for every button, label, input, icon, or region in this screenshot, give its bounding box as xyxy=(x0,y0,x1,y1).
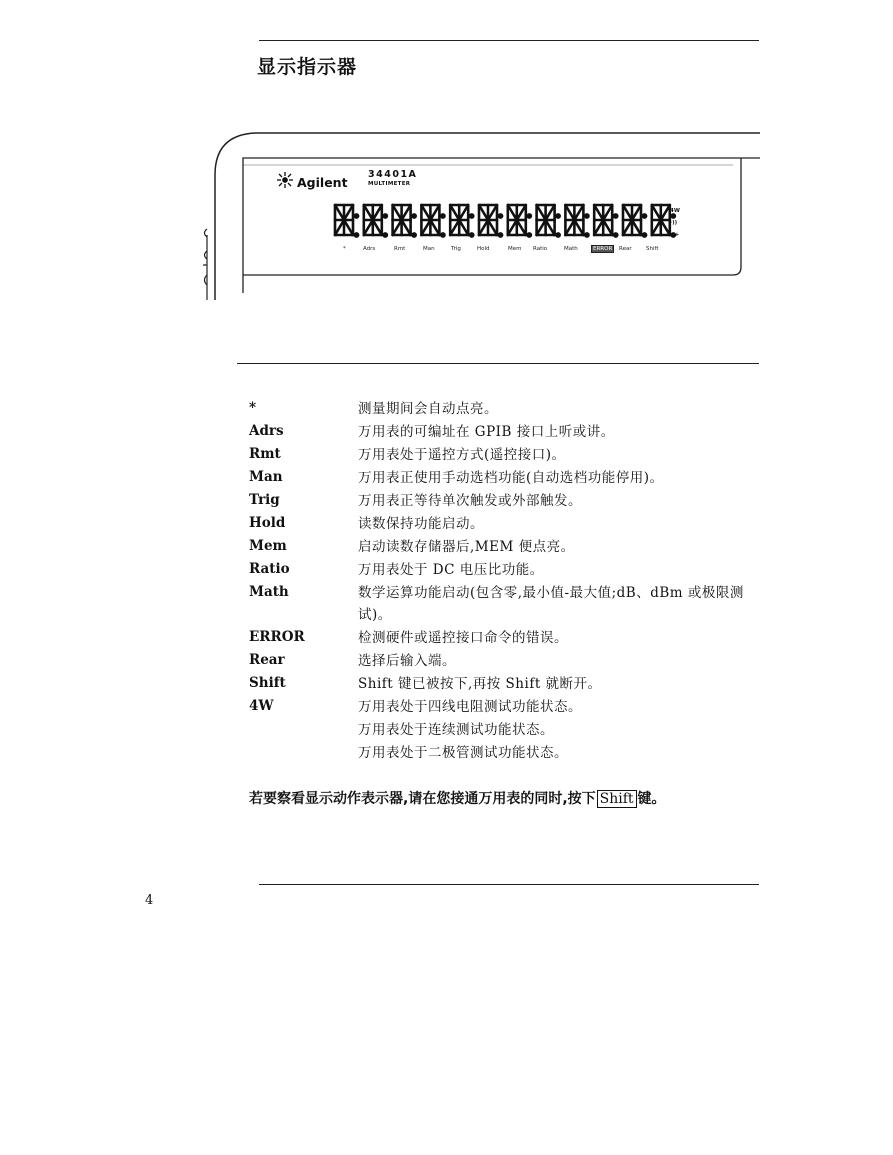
definition-description: 启动读数存储器后,MEM 便点亮。 xyxy=(358,539,575,555)
annunciator-label: Math xyxy=(564,246,578,252)
segment-digit xyxy=(565,205,588,237)
definition-row xyxy=(249,490,769,513)
definition-description: 数学运算功能启动(包含零,最小值-最大值;dB、dBm 或极限测试)。 xyxy=(358,585,744,623)
segment-digit xyxy=(364,205,387,237)
annunciator-label: Hold xyxy=(477,246,490,252)
definition-row xyxy=(249,673,769,696)
definition-description: 读数保持功能启动。 xyxy=(358,516,484,532)
segment-digit xyxy=(421,205,444,237)
page-number: 4 xyxy=(145,893,154,908)
definition-term: Shift xyxy=(249,675,286,691)
shift-key-label: Shift xyxy=(597,790,637,808)
four-wire-indicator: 4W xyxy=(670,208,680,214)
annunciator-label: Adrs xyxy=(363,246,376,252)
definition-description: 选择后输入端。 xyxy=(358,653,456,669)
definition-description: 万用表处于连续测试功能状态。 xyxy=(358,722,554,738)
note-text-after: 键。 xyxy=(637,791,666,807)
definition-description: 万用表正等待单次触发或外部触发。 xyxy=(358,493,582,509)
definition-description: Shift 键已被按下,再按 Shift 就断开。 xyxy=(358,676,602,692)
top-rule xyxy=(259,40,759,41)
segment-digit xyxy=(508,205,531,237)
definition-row xyxy=(249,421,769,444)
definition-row xyxy=(249,467,769,490)
model-subtitle: MULTIMETER xyxy=(368,181,411,187)
annunciator-label: Rear xyxy=(619,246,632,252)
annunciator-label: ERROR xyxy=(593,246,613,252)
agilent-spark-icon xyxy=(277,172,293,188)
definition-term: Adrs xyxy=(249,423,284,439)
annunciator-label: * xyxy=(343,246,346,252)
definition-term: * xyxy=(249,400,257,416)
definition-row xyxy=(249,398,769,421)
definition-row xyxy=(249,719,769,742)
figure-bottom-rule xyxy=(237,363,759,364)
definition-row xyxy=(249,444,769,467)
definition-term: Hold xyxy=(249,515,286,531)
definition-list xyxy=(249,398,769,765)
diode-icon: →+ xyxy=(670,232,680,238)
section-heading: 显示指示器 xyxy=(257,56,358,78)
definition-row xyxy=(249,696,769,719)
definition-description: 测量期间会自动点亮。 xyxy=(358,401,498,417)
shift-key-note xyxy=(249,788,666,808)
annunciator-label: Man xyxy=(423,246,435,252)
definition-description: 万用表处于 DC 电压比功能。 xyxy=(358,562,544,578)
definition-row xyxy=(249,536,769,559)
brand-logo-text: Agilent xyxy=(297,175,348,190)
segment-digits xyxy=(335,205,678,237)
definition-term: Man xyxy=(249,469,283,485)
segment-digit xyxy=(450,205,473,237)
annunciator-label: Ratio xyxy=(533,246,548,252)
definition-row xyxy=(249,513,769,536)
definition-description: 万用表处于四线电阻测试功能状态。 xyxy=(358,699,582,715)
definition-term: Trig xyxy=(249,492,280,508)
definition-term: Rmt xyxy=(249,446,281,462)
segment-digit xyxy=(594,205,617,237)
note-text-before: 若要察看显示动作表示器,请在您接通万用表的同时,按下 xyxy=(249,791,596,807)
annunciator-label: Trig xyxy=(451,246,461,252)
definition-term: Math xyxy=(249,584,289,600)
definition-row xyxy=(249,650,769,673)
segment-digit xyxy=(393,205,416,237)
definition-term: Mem xyxy=(249,538,287,554)
model-number: 34401A xyxy=(368,169,418,180)
segment-digit xyxy=(537,205,560,237)
definition-description: 万用表正使用手动选档功能(自动选档功能停用)。 xyxy=(358,470,664,486)
segment-digit xyxy=(335,205,358,237)
definition-row xyxy=(249,582,769,627)
footer-rule xyxy=(259,884,759,885)
annunciator-label: Rmt xyxy=(394,246,406,252)
multimeter-display-figure xyxy=(195,125,765,300)
definition-description: 万用表的可编址在 GPIB 接口上听或讲。 xyxy=(358,424,615,440)
annunciator-label: Shift xyxy=(646,246,659,252)
definition-term: Rear xyxy=(249,652,285,668)
definition-term: ERROR xyxy=(249,629,305,645)
segment-digit xyxy=(479,205,502,237)
definition-description: 检测硬件或遥控接口命令的错误。 xyxy=(358,630,568,646)
definition-description: 万用表处于遥控方式(遥控接口)。 xyxy=(358,447,566,463)
definition-row xyxy=(249,742,769,765)
definition-row xyxy=(249,627,769,650)
continuity-icon: ·)) xyxy=(670,220,678,226)
definition-row xyxy=(249,559,769,582)
annunciator-label: Mem xyxy=(508,246,522,252)
definition-description: 万用表处于二极管测试功能状态。 xyxy=(358,745,568,761)
definition-term: 4W xyxy=(249,698,274,714)
segment-digit xyxy=(623,205,646,237)
definition-term: Ratio xyxy=(249,561,290,577)
